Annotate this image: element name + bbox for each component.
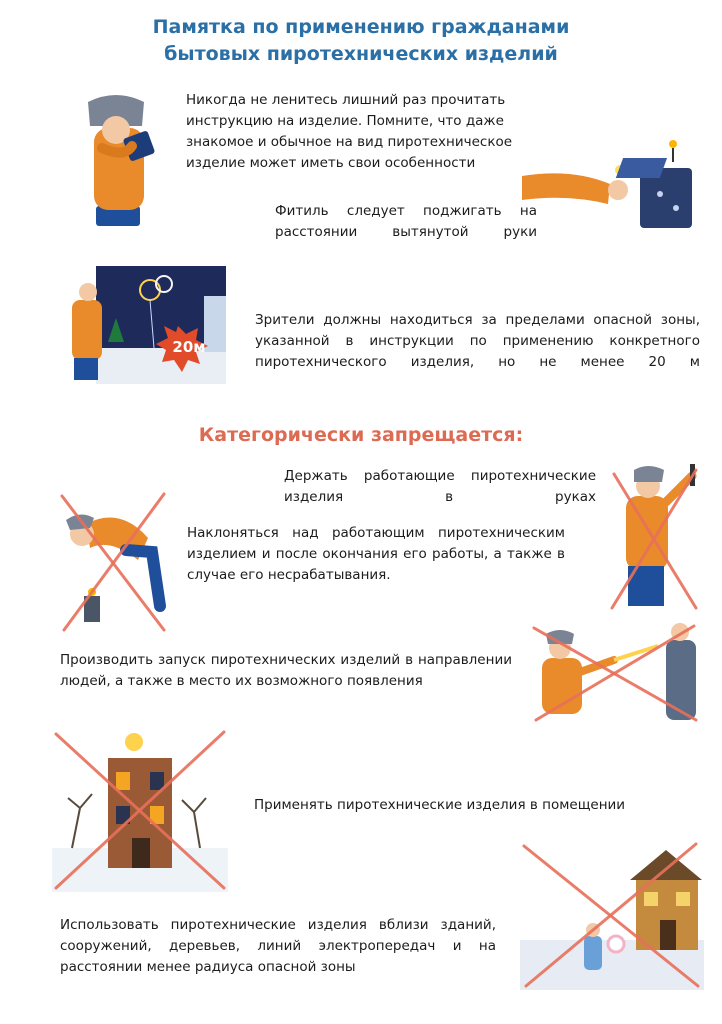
rule-fuse-distance-text: Фитиль следует поджигать на расстоянии вытянутой руки	[275, 203, 537, 240]
title-line-1: Памятка по применению гражданами	[152, 16, 570, 38]
spectators-safe-distance-illustration	[66, 266, 238, 384]
title-line-2: бытовых пиротехнических изделий	[164, 43, 558, 65]
fireworks-indoors-burning-building-crossed-illustration	[52, 728, 228, 892]
prohibition-leaning-over-text: Наклоняться над работающим пиротехническим изделием и после окончания его работы, а также в случае его несрабатывания.	[187, 525, 565, 583]
page-title	[0, 14, 722, 68]
rule-read-instructions-text: Никогда не ленитесь лишний раз прочитать инструкцию на изделие. Помните, что даже знакомое и обычное на вид пиротехническое изделие может иметь свои особенности	[186, 92, 513, 171]
prohibition-aim-at-people-text: Производить запуск пиротехнических изделий в направлении людей, а также в место их возможного появления	[60, 652, 512, 689]
leaning-over-firework-crossed-illustration	[56, 486, 172, 634]
lighting-fuse-illustration	[522, 128, 700, 250]
prohibition-holding-in-hands-text: Держать работающие пиротехнические изделия в руках	[284, 468, 596, 505]
rule-spectators-distance-text: Зрители должны находиться за пределами опасной зоны, указанной в инструкции по применению конкретного пиротехнического изделия, но не менее 20 м	[255, 312, 700, 370]
prohibition-indoors-text: Применять пиротехнические изделия в помещении	[254, 797, 626, 813]
distance-badge: 20м	[172, 338, 206, 356]
person-reading-instructions-illustration	[66, 88, 166, 230]
fireworks-near-buildings-crossed-illustration	[520, 840, 704, 990]
prohibition-near-buildings-text: Использовать пиротехнические изделия вблизи зданий, сооружений, деревьев, линий электропередач и на расстоянии менее радиуса опасной зоны	[60, 917, 496, 975]
forbidden-heading: Категорически запрещается:	[198, 424, 524, 446]
holding-firework-in-hand-crossed-illustration	[606, 462, 702, 612]
aiming-firework-at-people-crossed-illustration	[530, 620, 700, 726]
